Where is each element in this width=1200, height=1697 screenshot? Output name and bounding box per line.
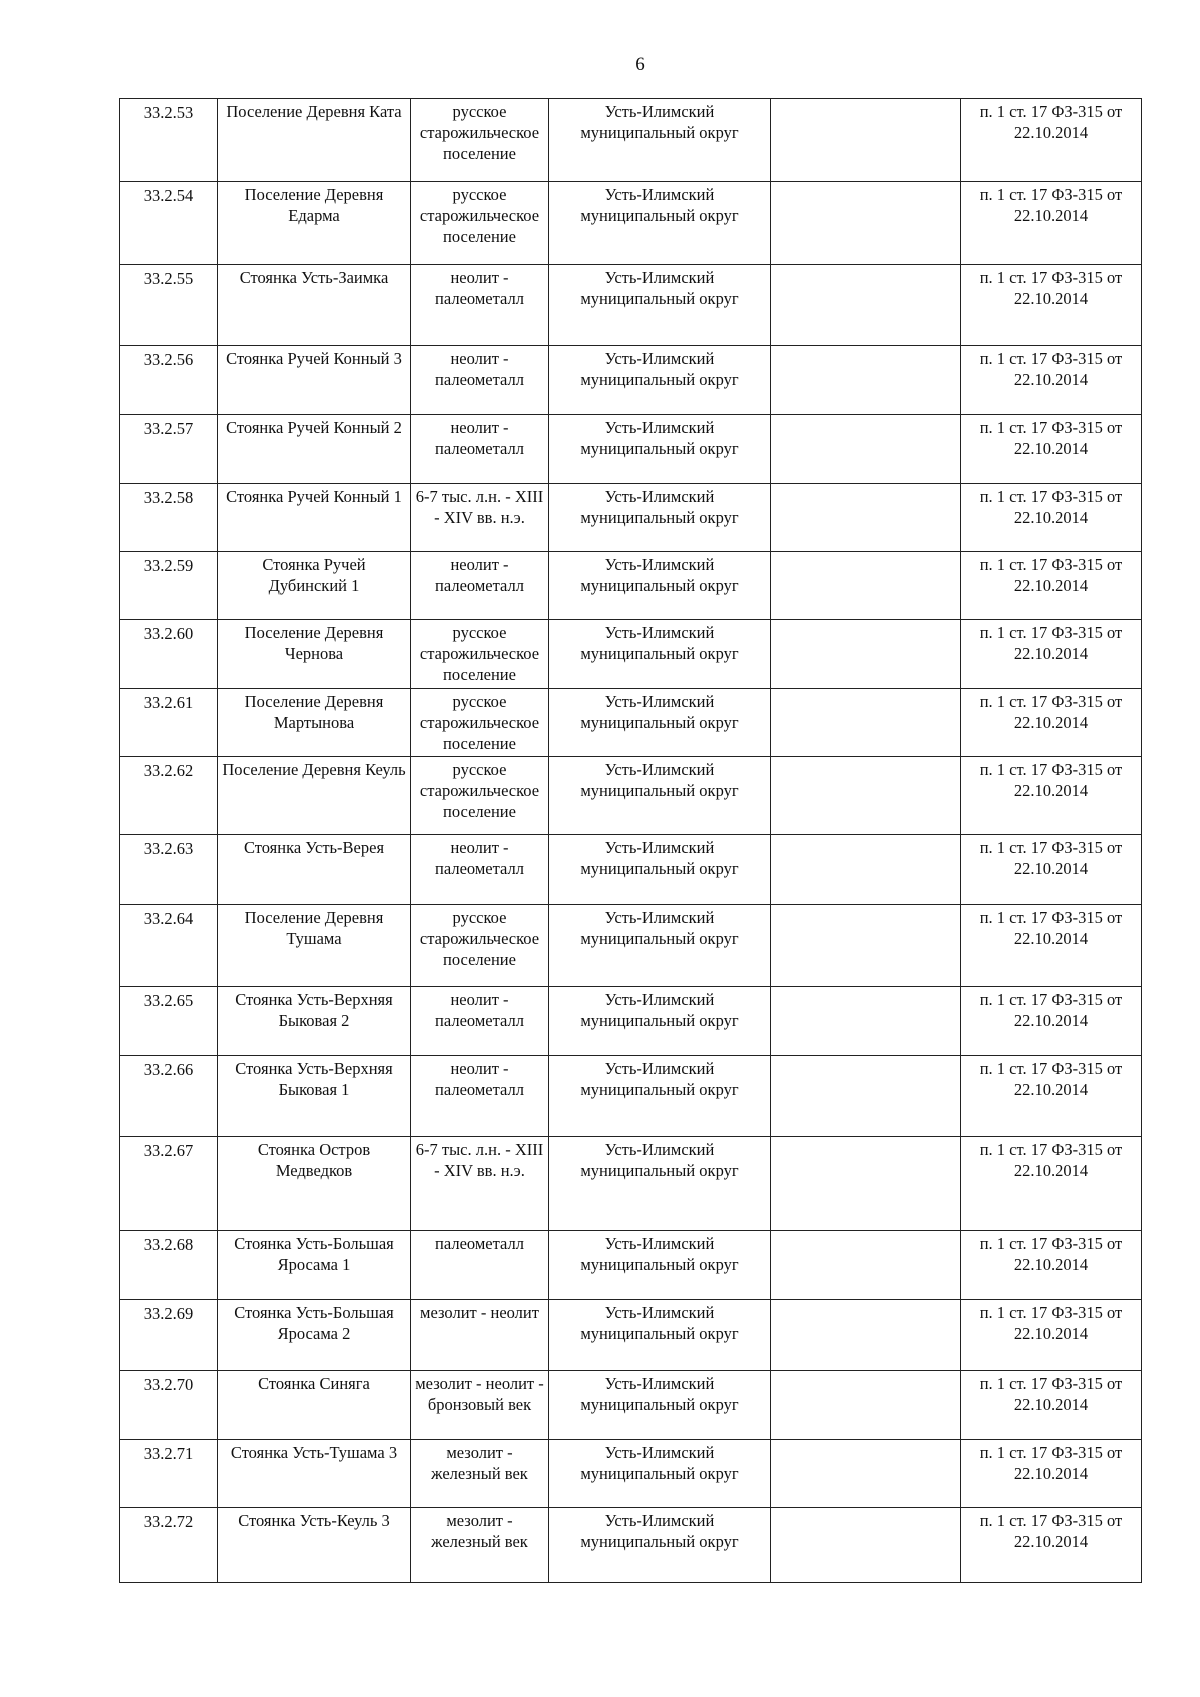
cell-code: 33.2.58	[120, 484, 218, 552]
cell-empty	[771, 987, 961, 1056]
cell-code: 33.2.60	[120, 620, 218, 689]
cell-object-name: Стоянка Ручей Дубинский 1	[218, 552, 411, 620]
cell-legal-basis: п. 1 ст. 17 ФЗ-315 от 22.10.2014	[961, 1300, 1142, 1371]
table-row	[120, 484, 1142, 552]
cell-code: 33.2.67	[120, 1137, 218, 1231]
cell-empty	[771, 1440, 961, 1508]
cell-legal-basis: п. 1 ст. 17 ФЗ-315 от 22.10.2014	[961, 1440, 1142, 1508]
cell-code: 33.2.70	[120, 1371, 218, 1440]
table-row	[120, 1371, 1142, 1440]
table-row	[120, 1137, 1142, 1231]
registry-table-body	[120, 99, 1142, 1583]
cell-location: Усть-Илимский муниципальный округ	[549, 835, 771, 905]
cell-object-name: Поселение Деревня Мартынова	[218, 689, 411, 757]
table-row	[120, 346, 1142, 415]
cell-empty	[771, 346, 961, 415]
cell-empty	[771, 99, 961, 182]
cell-location: Усть-Илимский муниципальный округ	[549, 1440, 771, 1508]
cell-object-name: Стоянка Ручей Конный 2	[218, 415, 411, 484]
table-row	[120, 1440, 1142, 1508]
cell-object-name: Поселение Деревня Тушама	[218, 905, 411, 987]
cell-code: 33.2.54	[120, 182, 218, 265]
cell-location: Усть-Илимский муниципальный округ	[549, 415, 771, 484]
cell-empty	[771, 689, 961, 757]
cell-empty	[771, 757, 961, 835]
cell-code: 33.2.59	[120, 552, 218, 620]
cell-dating: неолит - палеометалл	[411, 265, 549, 346]
page-number: 6	[635, 54, 645, 75]
cell-location: Усть-Илимский муниципальный округ	[549, 1508, 771, 1583]
cell-object-name: Стоянка Усть-Верея	[218, 835, 411, 905]
cell-dating: русское старожильческое поселение	[411, 757, 549, 835]
cell-dating: 6-7 тыс. л.н. - XIII - XIV вв. н.э.	[411, 1137, 549, 1231]
cell-empty	[771, 1371, 961, 1440]
cell-dating: русское старожильческое поселение	[411, 689, 549, 757]
cell-dating: русское старожильческое поселение	[411, 620, 549, 689]
cell-object-name: Стоянка Усть-Верхняя Быковая 2	[218, 987, 411, 1056]
cell-location: Усть-Илимский муниципальный округ	[549, 1300, 771, 1371]
cell-object-name: Стоянка Усть-Большая Яросама 1	[218, 1231, 411, 1300]
cell-legal-basis: п. 1 ст. 17 ФЗ-315 от 22.10.2014	[961, 1231, 1142, 1300]
cell-legal-basis: п. 1 ст. 17 ФЗ-315 от 22.10.2014	[961, 1056, 1142, 1137]
cell-dating: неолит - палеометалл	[411, 835, 549, 905]
cell-empty	[771, 415, 961, 484]
cell-location: Усть-Илимский муниципальный округ	[549, 552, 771, 620]
cell-dating: неолит - палеометалл	[411, 552, 549, 620]
table-row	[120, 987, 1142, 1056]
cell-dating: неолит - палеометалл	[411, 415, 549, 484]
cell-object-name: Стоянка Усть-Тушама 3	[218, 1440, 411, 1508]
cell-dating: 6-7 тыс. л.н. - XIII - XIV вв. н.э.	[411, 484, 549, 552]
cell-code: 33.2.71	[120, 1440, 218, 1508]
cell-legal-basis: п. 1 ст. 17 ФЗ-315 от 22.10.2014	[961, 182, 1142, 265]
cell-legal-basis: п. 1 ст. 17 ФЗ-315 от 22.10.2014	[961, 620, 1142, 689]
cell-code: 33.2.57	[120, 415, 218, 484]
cell-empty	[771, 1056, 961, 1137]
cell-code: 33.2.64	[120, 905, 218, 987]
cell-dating: русское старожильческое поселение	[411, 99, 549, 182]
cell-empty	[771, 1300, 961, 1371]
cell-location: Усть-Илимский муниципальный округ	[549, 484, 771, 552]
heritage-registry-table	[119, 98, 1142, 1583]
cell-legal-basis: п. 1 ст. 17 ФЗ-315 от 22.10.2014	[961, 484, 1142, 552]
cell-location: Усть-Илимский муниципальный округ	[549, 620, 771, 689]
cell-location: Усть-Илимский муниципальный округ	[549, 346, 771, 415]
cell-location: Усть-Илимский муниципальный округ	[549, 182, 771, 265]
cell-dating: мезолит - железный век	[411, 1440, 549, 1508]
cell-empty	[771, 265, 961, 346]
cell-empty	[771, 905, 961, 987]
cell-dating: мезолит - неолит	[411, 1300, 549, 1371]
cell-code: 33.2.68	[120, 1231, 218, 1300]
table-row	[120, 835, 1142, 905]
cell-location: Усть-Илимский муниципальный округ	[549, 1056, 771, 1137]
cell-location: Усть-Илимский муниципальный округ	[549, 1231, 771, 1300]
table-row	[120, 99, 1142, 182]
cell-object-name: Стоянка Усть-Большая Яросама 2	[218, 1300, 411, 1371]
cell-dating: палеометалл	[411, 1231, 549, 1300]
cell-location: Усть-Илимский муниципальный округ	[549, 905, 771, 987]
table-row	[120, 1508, 1142, 1583]
cell-empty	[771, 1231, 961, 1300]
cell-code: 33.2.55	[120, 265, 218, 346]
cell-legal-basis: п. 1 ст. 17 ФЗ-315 от 22.10.2014	[961, 552, 1142, 620]
cell-empty	[771, 1137, 961, 1231]
cell-dating: неолит - палеометалл	[411, 346, 549, 415]
cell-dating: мезолит - железный век	[411, 1508, 549, 1583]
cell-location: Усть-Илимский муниципальный округ	[549, 1137, 771, 1231]
cell-object-name: Поселение Деревня Едарма	[218, 182, 411, 265]
cell-legal-basis: п. 1 ст. 17 ФЗ-315 от 22.10.2014	[961, 987, 1142, 1056]
cell-code: 33.2.65	[120, 987, 218, 1056]
table-row	[120, 757, 1142, 835]
cell-code: 33.2.63	[120, 835, 218, 905]
cell-code: 33.2.53	[120, 99, 218, 182]
cell-dating: русское старожильческое поселение	[411, 182, 549, 265]
cell-object-name: Поселение Деревня Чернова	[218, 620, 411, 689]
cell-legal-basis: п. 1 ст. 17 ФЗ-315 от 22.10.2014	[961, 757, 1142, 835]
cell-dating: неолит - палеометалл	[411, 987, 549, 1056]
cell-empty	[771, 552, 961, 620]
cell-location: Усть-Илимский муниципальный округ	[549, 987, 771, 1056]
cell-legal-basis: п. 1 ст. 17 ФЗ-315 от 22.10.2014	[961, 346, 1142, 415]
cell-dating: мезолит - неолит - бронзовый век	[411, 1371, 549, 1440]
cell-object-name: Стоянка Синяга	[218, 1371, 411, 1440]
cell-code: 33.2.62	[120, 757, 218, 835]
table-row	[120, 182, 1142, 265]
cell-code: 33.2.56	[120, 346, 218, 415]
cell-object-name: Стоянка Ручей Конный 3	[218, 346, 411, 415]
table-row	[120, 552, 1142, 620]
table-row	[120, 905, 1142, 987]
cell-legal-basis: п. 1 ст. 17 ФЗ-315 от 22.10.2014	[961, 415, 1142, 484]
table-row	[120, 689, 1142, 757]
cell-empty	[771, 835, 961, 905]
cell-location: Усть-Илимский муниципальный округ	[549, 1371, 771, 1440]
cell-legal-basis: п. 1 ст. 17 ФЗ-315 от 22.10.2014	[961, 835, 1142, 905]
cell-location: Усть-Илимский муниципальный округ	[549, 265, 771, 346]
cell-object-name: Поселение Деревня Ката	[218, 99, 411, 182]
table-row	[120, 1056, 1142, 1137]
cell-location: Усть-Илимский муниципальный округ	[549, 99, 771, 182]
cell-empty	[771, 1508, 961, 1583]
cell-object-name: Стоянка Усть-Кеуль 3	[218, 1508, 411, 1583]
table-row	[120, 620, 1142, 689]
cell-object-name: Поселение Деревня Кеуль	[218, 757, 411, 835]
cell-location: Усть-Илимский муниципальный округ	[549, 689, 771, 757]
table-row	[120, 415, 1142, 484]
cell-legal-basis: п. 1 ст. 17 ФЗ-315 от 22.10.2014	[961, 1508, 1142, 1583]
cell-legal-basis: п. 1 ст. 17 ФЗ-315 от 22.10.2014	[961, 1371, 1142, 1440]
cell-location: Усть-Илимский муниципальный округ	[549, 757, 771, 835]
cell-dating: неолит - палеометалл	[411, 1056, 549, 1137]
cell-code: 33.2.61	[120, 689, 218, 757]
cell-legal-basis: п. 1 ст. 17 ФЗ-315 от 22.10.2014	[961, 1137, 1142, 1231]
cell-legal-basis: п. 1 ст. 17 ФЗ-315 от 22.10.2014	[961, 99, 1142, 182]
cell-empty	[771, 620, 961, 689]
table-row	[120, 265, 1142, 346]
cell-legal-basis: п. 1 ст. 17 ФЗ-315 от 22.10.2014	[961, 905, 1142, 987]
cell-legal-basis: п. 1 ст. 17 ФЗ-315 от 22.10.2014	[961, 265, 1142, 346]
cell-empty	[771, 182, 961, 265]
cell-code: 33.2.66	[120, 1056, 218, 1137]
cell-code: 33.2.69	[120, 1300, 218, 1371]
cell-code: 33.2.72	[120, 1508, 218, 1583]
cell-object-name: Стоянка Остров Медведков	[218, 1137, 411, 1231]
cell-dating: русское старожильческое поселение	[411, 905, 549, 987]
cell-empty	[771, 484, 961, 552]
cell-object-name: Стоянка Усть-Заимка	[218, 265, 411, 346]
table-row	[120, 1300, 1142, 1371]
cell-object-name: Стоянка Усть-Верхняя Быковая 1	[218, 1056, 411, 1137]
cell-legal-basis: п. 1 ст. 17 ФЗ-315 от 22.10.2014	[961, 689, 1142, 757]
cell-object-name: Стоянка Ручей Конный 1	[218, 484, 411, 552]
table-row	[120, 1231, 1142, 1300]
